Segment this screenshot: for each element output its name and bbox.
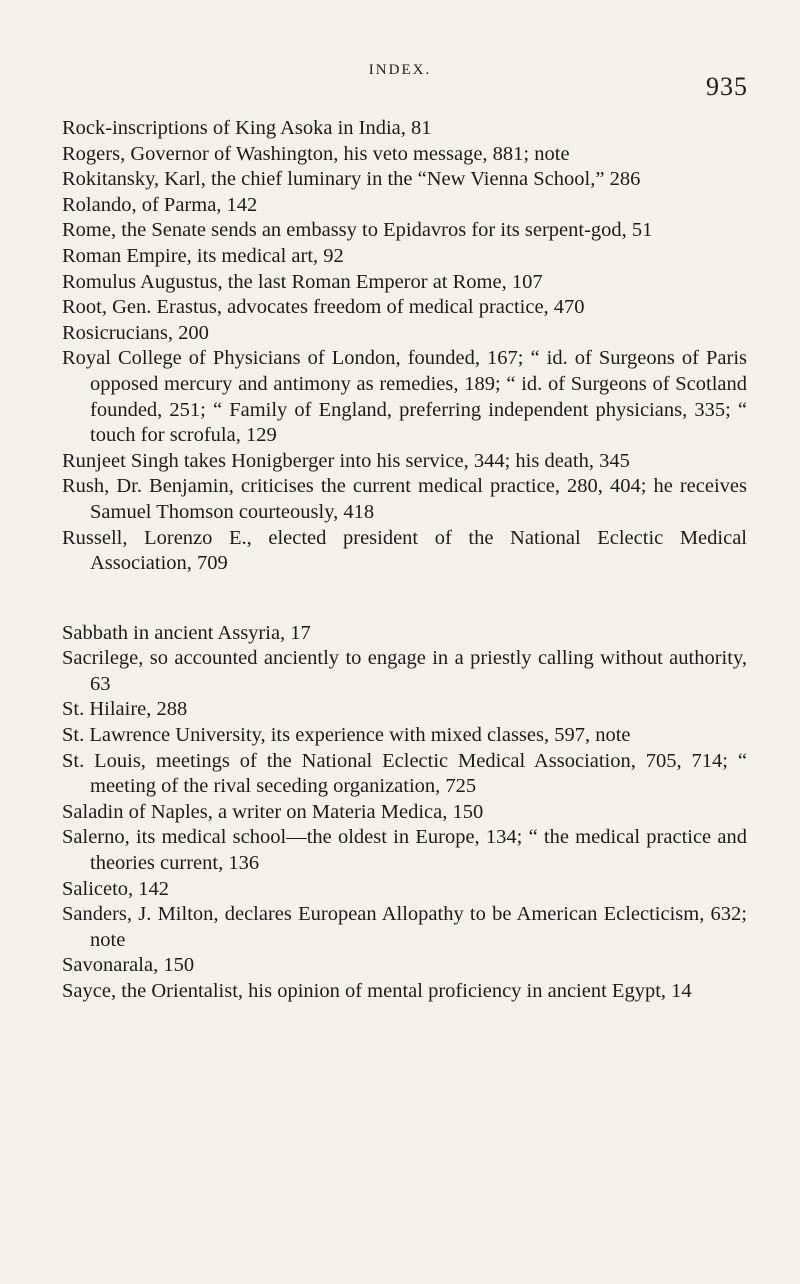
index-entry: Rock-inscriptions of King Asoka in India, 81 (62, 117, 432, 139)
index-entry: Rokitansky, Karl, the chief luminary in the “New Vienna School,” 286 (62, 168, 641, 191)
index-entry: Sabbath in ancient Assyria, 17 (62, 621, 311, 644)
index-entry: Rome, the Senate sends an embassy to Epidavros for its serpent-god, 51 (62, 219, 653, 242)
index-entry: Romulus Augustus, the last Roman Emperor at Rome, 107 (62, 270, 543, 293)
index-entry: Rosicrucians, 200 (62, 321, 209, 344)
index-entry: Sacrilege, so accounted anciently to engage in a priestly calling without authority, 63 (62, 647, 747, 695)
index-entries (62, 116, 747, 1005)
index-entry: Savonarala, 150 (62, 954, 195, 977)
index-entry: Salerno, its medical school—the oldest in Europe, 134; “ the medical practice and theories current, 136 (62, 826, 747, 875)
index-entry: St. Hilaire, 288 (62, 698, 188, 721)
index-entry: Royal College of Physicians of London, founded, 167; “ id. of Surgeons of Paris opposed mercury and antimony as remedies, 189; “ id. of Surgeons of Scotland founded, 251; “ Family of England, preferring independent physicians, 335; “ touch for scrofula, 129 (62, 347, 747, 447)
index-entry: Saladin of Naples, a writer on Materia Medica, 150 (62, 800, 484, 823)
running-head: INDEX. (368, 62, 432, 78)
index-entry: Root, Gen. Erastus, advocates freedom of medical practice, 470 (62, 296, 585, 319)
index-entry: Sayce, the Orientalist, his opinion of mental proficiency in ancient Egypt, 14 (62, 980, 692, 1002)
page-header (0, 56, 800, 101)
index-entry: St. Louis, meetings of the National Eclectic Medical Association, 705, 714; “ meeting of the rival seceding organization, 725 (62, 749, 747, 798)
index-entry: St. Lawrence University, its experience with mixed classes, 597, note (62, 724, 631, 747)
index-entry: Runjeet Singh takes Honigberger into his service, 344; his death, 345 (62, 449, 630, 472)
index-entry: Rolando, of Parma, 142 (62, 193, 258, 216)
index-entry: Sanders, J. Milton, declares European Allopathy to be American Eclecticism, 632; note (62, 903, 747, 951)
page-number: 935 (706, 72, 748, 101)
index-entry: Rogers, Governor of Washington, his veto message, 881; note (62, 142, 570, 165)
index-entry: Roman Empire, its medical art, 92 (62, 244, 344, 267)
index-entry: Rush, Dr. Benjamin, criticises the current medical practice, 280, 404; he receives Samuel Thomson courteously, 418 (62, 475, 747, 523)
index-entry: Saliceto, 142 (62, 877, 170, 900)
index-entry: Russell, Lorenzo E., elected president of the National Eclectic Medical Association, 709 (62, 526, 747, 575)
